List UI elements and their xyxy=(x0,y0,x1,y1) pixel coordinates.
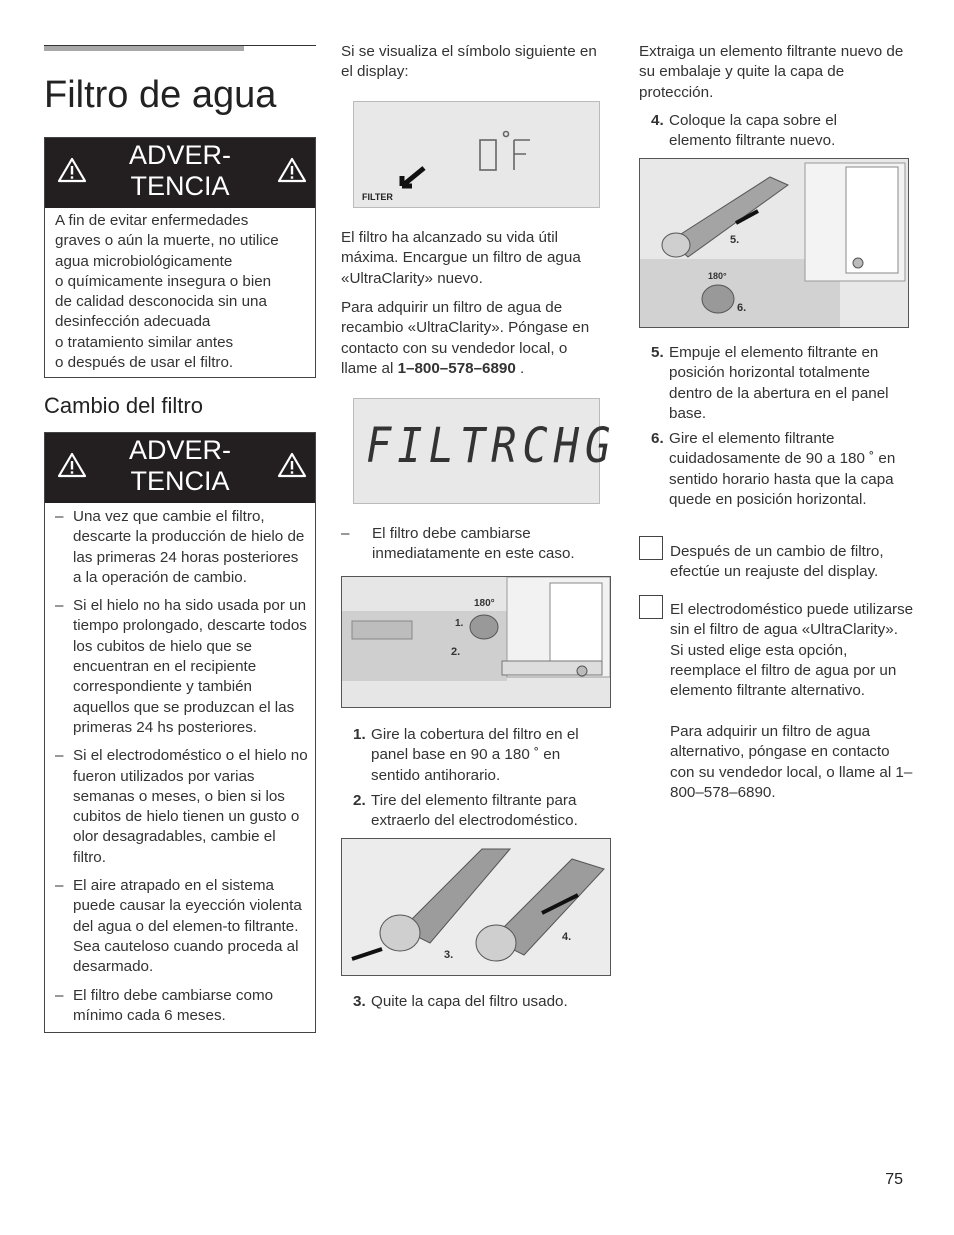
warning-triangle-icon xyxy=(277,452,307,478)
warning-header xyxy=(45,433,315,503)
new-filter-intro: Extraiga un elemento filtrante nuevo de su embalaje y quite la capa de protección. xyxy=(639,43,904,101)
display-filter-illustration xyxy=(353,101,600,208)
list-item: 5. Empuje el elemento filtrante en posición horizontal totalmente dentro de la abertura en el panel base. xyxy=(651,344,889,422)
figure-filter-cap: 3. 4. xyxy=(341,838,611,976)
steps-1-2 xyxy=(341,725,609,836)
warning-header xyxy=(45,138,315,208)
list-item: – Si el electrodoméstico o el hielo no fueron utilizados por varias semanas o meses, o bien si los cubitos de hielo tienen un gusto o olor desagradables, cambie el filtro. xyxy=(55,746,311,868)
list-item: – El aire atrapado en el sistema puede causar la eyección violenta del agua o del elemen-to filtrante. Sea cauteloso cuando proceda al desarmado. xyxy=(55,876,311,977)
step-4 xyxy=(639,111,879,157)
insert-filter-illustration xyxy=(640,159,908,327)
display-label: FILTER xyxy=(362,192,393,202)
warning-box-1 xyxy=(44,137,316,378)
segment-display-text: FILTRCHG xyxy=(366,417,617,474)
page-number: 75 xyxy=(885,1171,903,1188)
dash-note: – El filtro debe cambiarse inmediatamente en este caso. xyxy=(341,525,575,563)
step-3 xyxy=(341,992,609,1017)
list-item: 6. Gire el elemento filtrante cuidadosamente de 90 a 180 ˚ en sentido horario hasta que la capa quede en posición horizontal. xyxy=(651,430,896,509)
list-item: 3. Quite la capa del filtro usado. xyxy=(353,993,568,1010)
note-icon xyxy=(639,536,663,560)
note-icon xyxy=(639,595,663,619)
note-reset-display: Después de un cambio de filtro, efectúe un reajuste del display. xyxy=(670,543,884,581)
warning-triangle-icon xyxy=(277,157,307,183)
filter-life-text: El filtro ha alcanzado su vida útil máxima. Encargue un filtro de agua «UltraClarity» nuevo. xyxy=(341,229,581,287)
list-item: 1. Gire la cobertura del filtro en el panel base en 90 a 180 ˚ en sentido antihorario. xyxy=(353,726,579,784)
display-intro: Si se visualiza el símbolo siguiente en el display: xyxy=(341,43,597,81)
fridge-base-illustration xyxy=(342,577,610,707)
note-alternative-purchase: Para adquirir un filtro de agua alternativo, póngase en contacto con su vendedor local, o llame al 1–800–578–6890. xyxy=(670,723,913,801)
phone-number: 1–800–578–6890 xyxy=(397,359,516,377)
warning-box-2 xyxy=(44,432,316,1033)
display-filtrchg-illustration xyxy=(353,398,617,504)
page-title: Filtro de agua xyxy=(44,74,277,116)
purchase-text: Para adquirir un filtro de agua de recambio «UltraClarity». Póngase en contacto con su vendedor local, o llame al 1–800–578–6890 . xyxy=(341,299,590,377)
note-alternative-filter: El electrodoméstico puede utilizarse sin el filtro de agua «UltraClarity». Si usted elige esta opción, reemplace el filtro de agua por un elemento filtrante alternativo. xyxy=(670,601,914,700)
warning-title: ADVER- TENCIA xyxy=(128,140,231,201)
steps-5-6 xyxy=(639,343,911,515)
filter-cartridge-illustration xyxy=(342,839,610,975)
list-item: – El filtro debe cambiarse como mínimo cada 6 meses. xyxy=(55,986,311,1027)
figure-insert-filter: 5. 6. 180° xyxy=(639,158,909,328)
list-item: – Si el hielo no ha sido usada por un tiempo prolongado, descarte todos los cubitos de hielo que se encuentran en el recipiente correspondiente y también aquellos que se produzcan el las primeras 24 hs posteriores. xyxy=(55,596,311,738)
warning-text: A fin de evitar enfermedades graves o aún la muerte, no utilice agua microbiológicamente o químicamente insegura o bien de calidad desconocida sin una desinfección adecuada o tratamiento similar antes o después de usar el filtro. xyxy=(55,212,279,372)
list-item: 4. Coloque la capa sobre el elemento filtrante nuevo. xyxy=(651,112,838,150)
warning-list xyxy=(45,503,315,1032)
warning-title: ADVER- TENCIA xyxy=(128,435,231,496)
list-item: – Una vez que cambie el filtro, descarte la producción de hielo de las primeras 24 horas posteriores a la operación de cambio. xyxy=(55,507,311,588)
figure-remove-filter: 180° 1. 2. xyxy=(341,576,611,708)
list-item: 2. Tire del elemento filtrante para extraerlo del electrodoméstico. xyxy=(353,791,578,830)
top-rule xyxy=(44,45,316,53)
section-heading: Cambio del filtro xyxy=(44,393,203,418)
